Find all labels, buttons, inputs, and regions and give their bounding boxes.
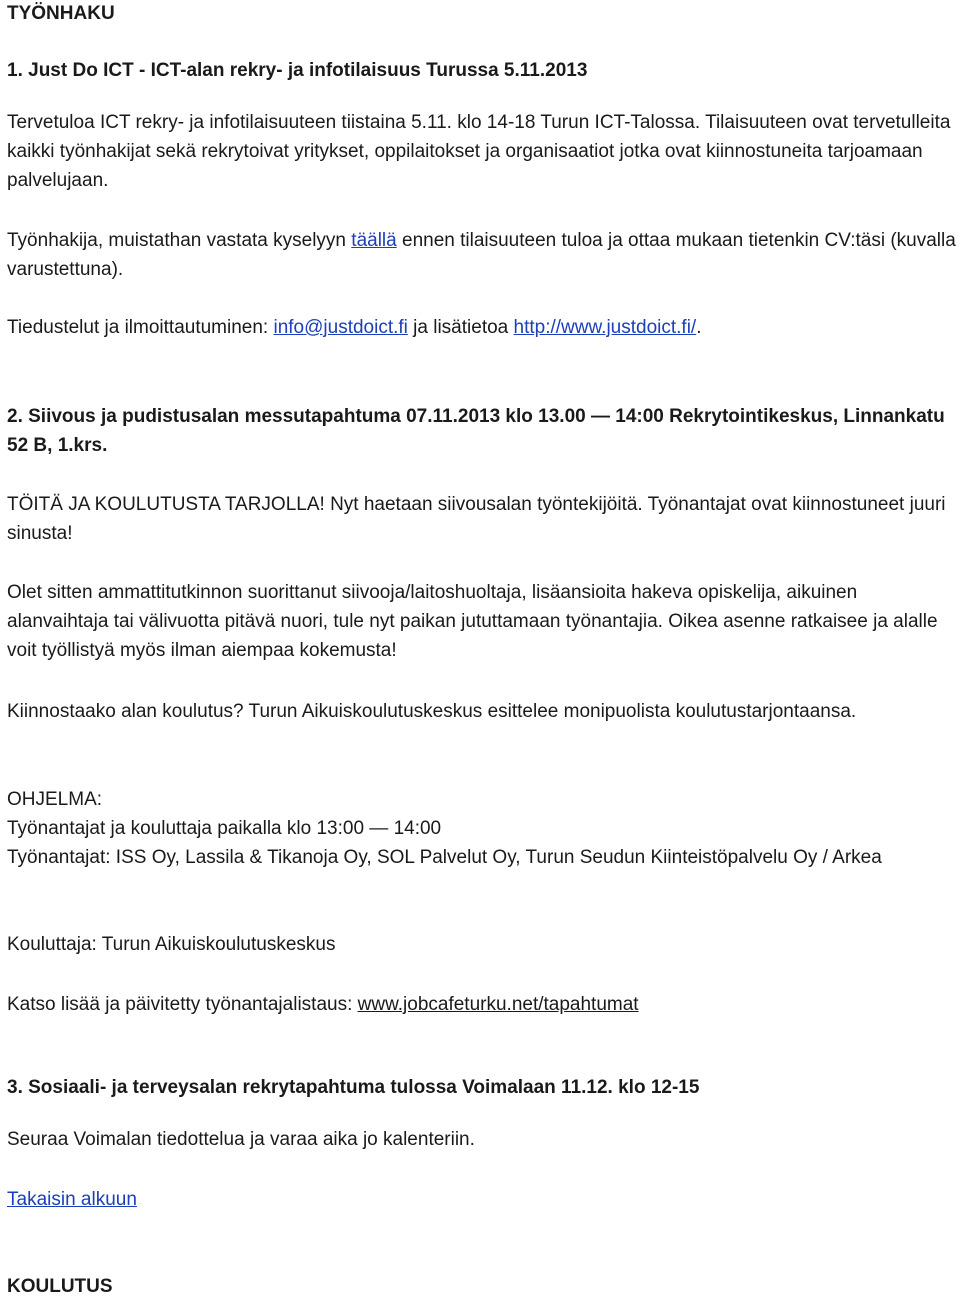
- item2-invitation-paragraph: Olet sitten ammattitutkinnon suorittanut siivooja/laitoshuoltaja, lisäansioita hakeva opiskelija, aikuinen alanvaihtaja tai välivuotta pitävä nuori, tule nyt paikan jututtamaan työnantajia. Oikea asenne ratkaisee ja alalle voit työllistyä myös ilman aiempaa kokemusta!: [7, 582, 938, 661]
- back-to-top-paragraph: [7, 1185, 957, 1214]
- programme-time-line: Työnantajat ja kouluttaja paikalla klo 13:00 — 14:00: [7, 818, 442, 839]
- jobcafe-link[interactable]: www.jobcafeturku.net/tapahtumat: [357, 994, 639, 1015]
- website-link[interactable]: http://www.justdoict.fi/: [513, 317, 697, 338]
- survey-link[interactable]: täällä: [351, 230, 397, 251]
- item1-survey-paragraph: [7, 226, 957, 284]
- email-link[interactable]: info@justdoict.fi: [273, 317, 408, 338]
- item1-survey-text-before: Työnhakija, muistathan vastata kyselyyn: [7, 230, 352, 251]
- section-heading-tyonhaku: TYÖNHAKU: [7, 3, 115, 24]
- programme-employers-line: Työnantajat: ISS Oy, Lassila & Tikanoja Oy, SOL Palvelut Oy, Turun Seudun Kiinteistöpalvelu Oy / Arkea: [7, 847, 882, 868]
- trainer-line: Kouluttaja: Turun Aikuiskoulutuskeskus: [7, 934, 336, 955]
- section-heading-koulutus: KOULUTUS: [7, 1276, 113, 1297]
- programme-block: [7, 785, 957, 872]
- programme-label: OHJELMA:: [7, 789, 103, 810]
- back-to-top-link[interactable]: Takaisin alkuun: [7, 1189, 137, 1210]
- employer-list-paragraph: [7, 990, 957, 1019]
- item1-contact-text-before: Tiedustelut ja ilmoittautuminen:: [7, 317, 274, 338]
- item2-title: 2. Siivous ja pudistusalan messutapahtuma 07.11.2013 klo 13.00 — 14:00 Rekrytointikeskus, Linnankatu 52 B, 1.krs.: [7, 406, 945, 456]
- item2-training-paragraph: Kiinnostaako alan koulutus? Turun Aikuiskoulutuskeskus esittelee monipuolista koulutustarjontaansa.: [7, 701, 857, 722]
- item2-offer-paragraph: TÖITÄ JA KOULUTUSTA TARJOLLA! Nyt haetaan siivousalan työntekijöitä. Työnantajat ovat kiinnostuneet juuri sinusta!: [7, 494, 946, 544]
- item1-intro-paragraph: Tervetuloa ICT rekry- ja infotilaisuuteen tiistaina 5.11. klo 14-18 Turun ICT-Talossa. Tilaisuuteen ovat tervetulleita kaikki työnhakijat sekä rekrytoivat yritykset, oppilaitokset ja organisaatiot jotka ovat kiinnostuneita tarjoamaan palvelujaan.: [7, 112, 951, 191]
- item1-title: 1. Just Do ICT - ICT-alan rekry- ja infotilaisuus Turussa 5.11.2013: [7, 60, 588, 81]
- item1-survey-text-after: ennen tilaisuuteen tuloa ja ottaa mukaan tietenkin CV:täsi (kuvalla varustettuna).: [7, 230, 956, 280]
- item3-paragraph: Seuraa Voimalan tiedottelua ja varaa aika jo kalenteriin.: [7, 1129, 475, 1150]
- item1-contact-text-after: .: [696, 317, 702, 338]
- item3-title: 3. Sosiaali- ja terveysalan rekrytapahtuma tulossa Voimalaan 11.12. klo 12-15: [7, 1077, 700, 1098]
- item1-contact-text-middle: ja lisätietoa: [407, 317, 514, 338]
- employer-list-text: Katso lisää ja päivitetty työnantajalistaus:: [7, 994, 358, 1015]
- item1-contact-paragraph: [7, 313, 957, 342]
